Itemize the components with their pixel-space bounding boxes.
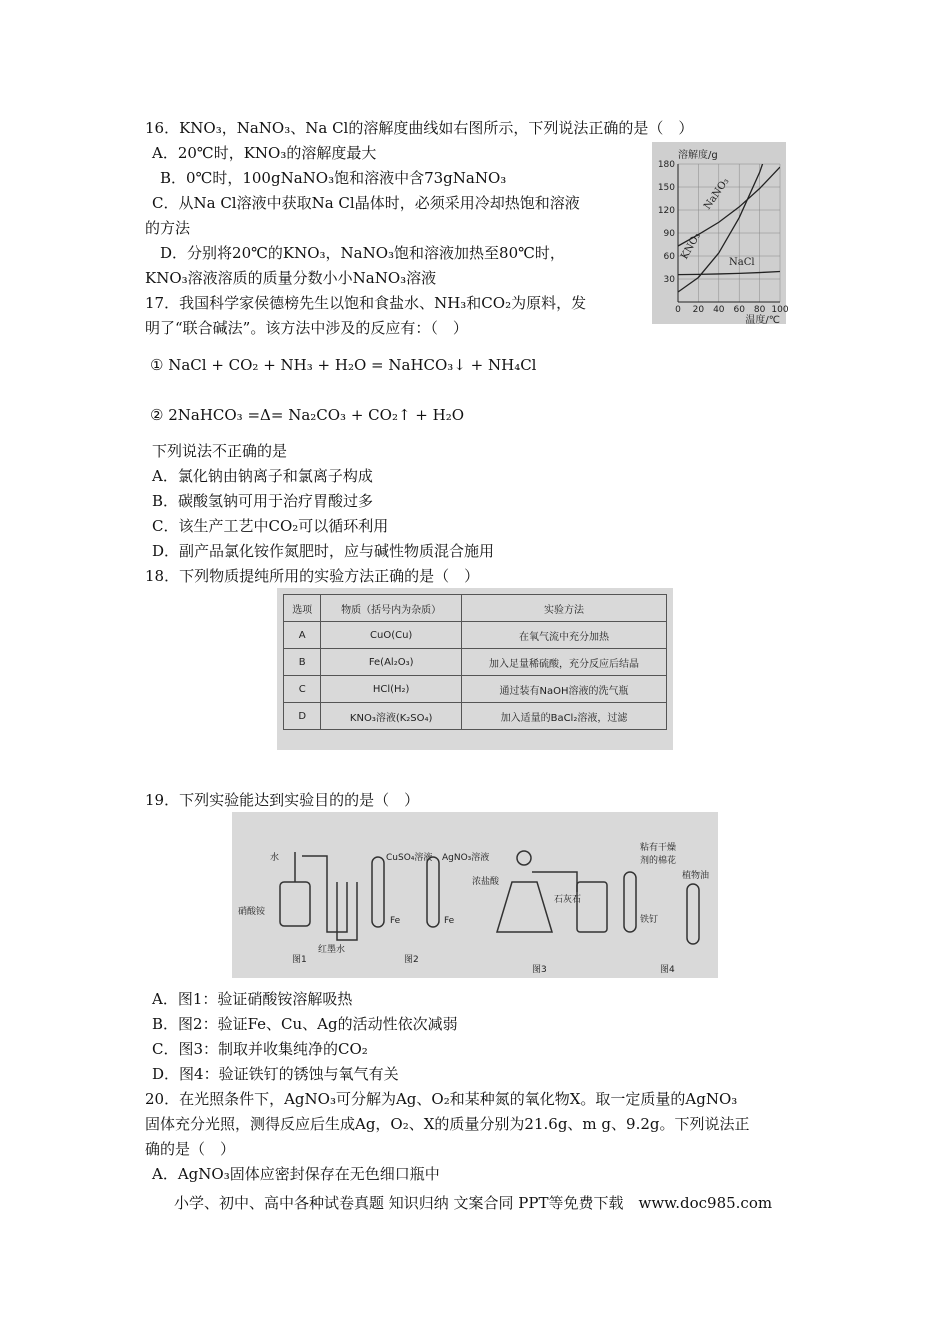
q20-option-a: A．AgNO₃固体应密封保存在无色细口瓶中	[152, 1165, 440, 1183]
q18-table-figure	[277, 588, 673, 750]
table-cell: CuO(Cu)	[321, 622, 462, 649]
table-cell: Fe(Al₂O₃)	[321, 649, 462, 676]
y-tick-label: 60	[663, 252, 675, 262]
x-tick-label: 20	[692, 305, 705, 315]
q16-option-c: C．从Na Cl溶液中获取Na Cl晶体时，必须采用冷却热饱和溶液	[152, 194, 580, 212]
fig-label: 浓盐酸	[472, 877, 500, 887]
q19-option-d: D．图4：验证铁钉的锈蚀与氧气有关	[152, 1065, 399, 1083]
page-footer: 小学、初中、高中各种试卷真题 知识归纳 文案合同 PPT等免费下载 www.doc985.com	[174, 1194, 773, 1212]
fig-label: 水	[270, 853, 280, 863]
fig-label: CuSO₄溶液	[386, 853, 433, 863]
table-cell: 加入足量稀硫酸，充分反应后结晶	[461, 649, 666, 676]
y-tick-label: 180	[657, 160, 675, 170]
x-axis-label: 温度/℃	[745, 315, 780, 326]
table-cell: 通过装有NaOH溶液的洗气瓶	[461, 676, 666, 703]
table-cell: 加入适量的BaCl₂溶液，过滤	[461, 703, 666, 730]
flask-1	[280, 882, 310, 926]
x-tick-label: 100	[771, 305, 789, 315]
fig-label: 硝酸铵	[238, 907, 266, 917]
solubility-chart	[652, 142, 789, 326]
test-tube-cuso4	[372, 857, 384, 927]
q17-question: 下列说法不正确的是	[152, 442, 288, 460]
q16-option-c-cont: 的方法	[145, 219, 191, 237]
fig-label: 粘有干燥剂的棉花	[640, 843, 677, 866]
x-tick-label: 80	[753, 305, 766, 315]
fig-label: Fe	[390, 916, 401, 926]
fig-caption: 图4	[660, 965, 675, 975]
q19-option-b: B．图2：验证Fe、Cu、Ag的活动性依次减弱	[152, 1015, 458, 1033]
series-line-3	[678, 271, 780, 274]
x-tick-label: 40	[713, 305, 725, 315]
table-row	[284, 703, 667, 730]
q17-equation-1: ① NaCl + CO₂ + NH₃ + H₂O = NaHCO₃↓ + NH₄Cl	[150, 356, 537, 374]
table-header-cell: 选项	[284, 595, 321, 622]
y-tick-label: 90	[663, 229, 675, 239]
purification-table	[283, 594, 667, 730]
fig-label: 石灰石	[554, 895, 582, 905]
q18-stem: 18．下列物质提纯所用的实验方法正确的是（ ）	[145, 567, 480, 585]
x-tick-label: 0	[675, 305, 681, 315]
table-cell: KNO₃溶液(K₂SO₄)	[321, 703, 462, 730]
test-tube-4b	[687, 884, 699, 944]
table-cell: HCl(H₂)	[321, 676, 462, 703]
table-header-cell: 物质（括号内为杂质）	[321, 595, 462, 622]
fig-caption: 图2	[404, 955, 419, 965]
table-cell: B	[284, 649, 321, 676]
fig-caption: 图3	[532, 965, 547, 975]
curve-label: NaCl	[729, 257, 755, 269]
q16-stem: 16．KNO₃，NaNO₃、Na Cl的溶解度曲线如右图所示，下列说法正确的是（ ）	[145, 119, 694, 137]
y-tick-label: 150	[657, 183, 675, 193]
y-axis-label: 溶解度/g	[678, 150, 718, 161]
q17-option-a: A．氯化钠由钠离子和氯离子构成	[152, 467, 373, 485]
table-cell: D	[284, 703, 321, 730]
table-cell: C	[284, 676, 321, 703]
test-tube-agno3	[427, 857, 439, 927]
gas-bottle	[577, 882, 607, 932]
x-tick-label: 60	[733, 305, 745, 315]
q16-option-d: D．分别将20℃的KNO₃，NaNO₃饱和溶液加热至80℃时，	[160, 244, 565, 262]
q20-stem-cont: 固体充分光照，测得反应后生成Ag，O₂、X的质量分别为21.6g、m g、9.2g。下列说法正	[145, 1115, 750, 1133]
q20-stem: 20．在光照条件下，AgNO₃可分解为Ag、O₂和某种氮的氧化物X。取一定质量的AgNO₃	[145, 1090, 738, 1108]
q16-option-d-cont: KNO₃溶液溶质的质量分数小小NaNO₃溶液	[145, 269, 437, 287]
q17-stem-cont: 明了“联合碱法”。该方法中涉及的反应有：（ ）	[145, 319, 468, 337]
fig-label: 植物油	[682, 871, 710, 881]
table-header-cell: 实验方法	[461, 595, 666, 622]
table-row	[284, 622, 667, 649]
q19-stem: 19．下列实验能达到实验目的的是（ ）	[145, 791, 420, 809]
q17-equation-2: ② 2NaHCO₃ =Δ= Na₂CO₃ + CO₂↑ + H₂O	[150, 406, 465, 424]
q19-option-a: A．图1：验证硝酸铵溶解吸热	[152, 990, 353, 1008]
table-cell: 在氧气流中充分加热	[461, 622, 666, 649]
fig-label: 铁钉	[640, 915, 659, 925]
test-tube-4a	[624, 872, 636, 932]
curve-label: KNO₃	[679, 231, 703, 262]
table-header-row	[284, 595, 667, 622]
y-tick-label: 30	[663, 275, 675, 285]
y-tick-label: 120	[657, 206, 675, 216]
fig-label: Fe	[444, 916, 455, 926]
q19-option-c: C．图3：制取并收集纯净的CO₂	[152, 1040, 368, 1058]
q17-option-b: B．碳酸氢钠可用于治疗胃酸过多	[152, 492, 374, 510]
table-cell: A	[284, 622, 321, 649]
q17-stem: 17．我国科学家侯德榜先生以饱和食盐水、NH₃和CO₂为原料，发	[145, 294, 587, 312]
q20-stem-cont2: 确的是（ ）	[145, 1140, 236, 1158]
conical-flask	[497, 882, 552, 932]
q16-option-a: A．20℃时，KNO₃的溶解度最大	[152, 144, 377, 162]
curve-label: NaNO₃	[702, 176, 732, 212]
fig-label: AgNO₃溶液	[442, 853, 490, 863]
table-row	[284, 676, 667, 703]
q19-apparatus-figure	[232, 812, 718, 978]
fig-label: 红墨水	[318, 945, 346, 955]
solubility-chart-svg	[652, 142, 789, 326]
q16-option-b: B．0℃时，100gNaNO₃饱和溶液中含73gNaNO₃	[160, 169, 507, 187]
q17-option-d: D．副产品氯化铵作氮肥时，应与碱性物质混合施用	[152, 542, 495, 560]
table-row	[284, 649, 667, 676]
q17-option-c: C．该生产工艺中CO₂可以循环利用	[152, 517, 389, 535]
fig-caption: 图1	[292, 955, 307, 965]
